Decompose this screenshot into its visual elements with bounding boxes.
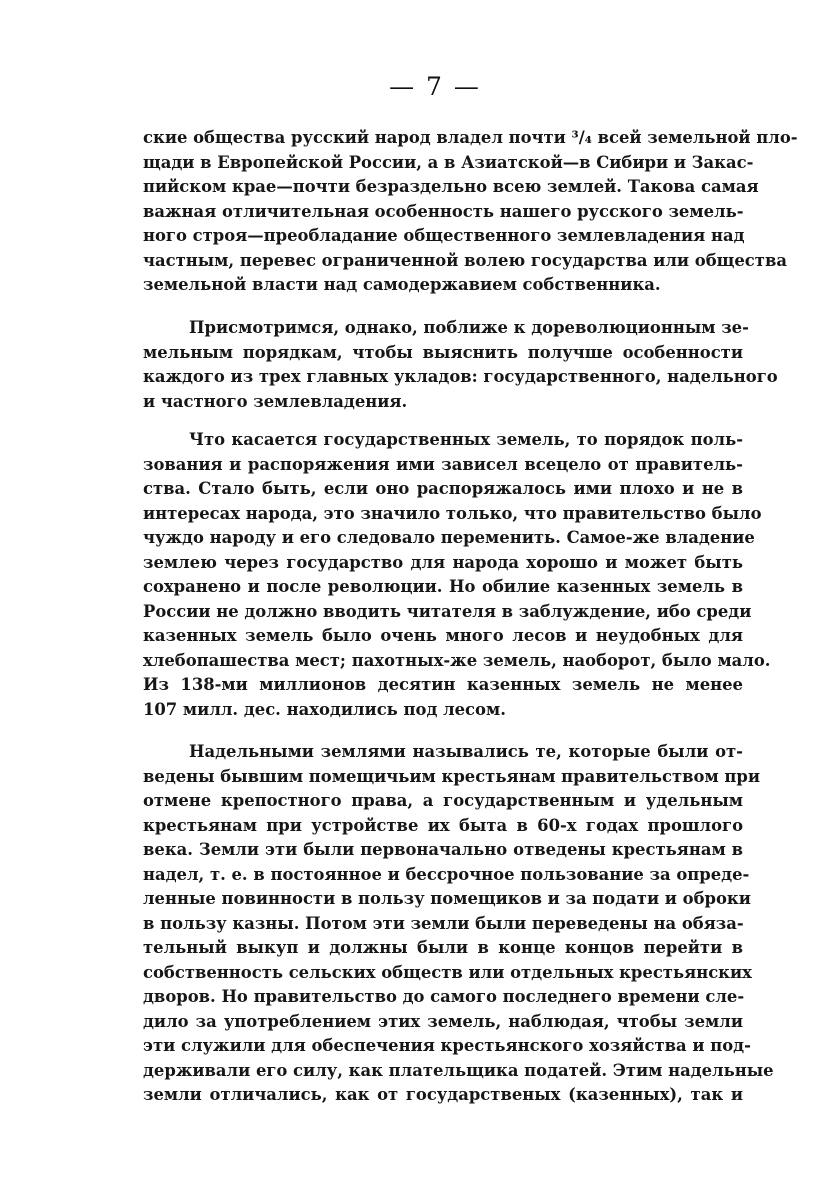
paragraph-3 — [143, 428, 771, 722]
text-line: Присмотримся, однако, поближе к дореволюционным зе- — [189, 318, 749, 337]
text-line: 107 милл. дес. находились под лесом. — [143, 699, 506, 719]
text-line: земельной власти над самодержавием собственника. — [143, 275, 661, 294]
text-line: зования и распоряжения ими зависел всецело от правитель- — [143, 454, 743, 474]
text-line: держивали его силу, как плательщика податей. Этим надельные — [143, 1060, 774, 1080]
text-line: и частного землевладения. — [143, 391, 408, 411]
text-line: ного строя—преобладание общественного землевладения над — [143, 226, 745, 245]
text-line: пийском крае—почти безраздельно всею землей. Такова самая — [143, 177, 759, 196]
text-line: интересах народа, это значило только, что правительство было — [143, 503, 762, 523]
text-line: частным, перевес ограниченной волею государства или общества — [143, 250, 787, 270]
text-line: в пользу казны. Потом эти земли были переведены на обяза- — [143, 913, 744, 933]
text-line: собственность сельских обществ или отдельных крестьянских — [143, 962, 752, 982]
paragraph-4 — [143, 740, 774, 1108]
text-line: ведены бывшим помещичьим крестьянам правительством при — [143, 766, 761, 786]
text-line: чуждо народу и его следовало переменить. Самое-же владение — [143, 528, 755, 547]
text-line: земли отличались, как от государственых (казенных), так и — [143, 1085, 743, 1104]
text-line: сохранено и после революции. Но обилие казенных земель в — [143, 577, 743, 596]
page-number: — 7 — — [389, 72, 481, 101]
text-line: Из 138-ми миллионов десятин казенных земель не менее — [143, 675, 743, 694]
text-line: России не должно вводить читателя в заблуждение, ибо среди — [143, 601, 752, 621]
text-line: века. Земли эти были первоначально отведены крестьянам в — [143, 840, 743, 859]
text-line: хлебопашества мест; пахотных-же земель, наоборот, было мало. — [143, 650, 771, 670]
text-line: дило за употреблением этих земель, наблюдая, чтобы земли — [143, 1011, 743, 1031]
paragraph-1 — [143, 126, 798, 298]
text-line: отмене крепостного права, а государственным и удельным — [143, 791, 743, 810]
text-line: Надельными землями назывались те, которые были от- — [189, 742, 743, 761]
text-line: каждого из трех главных укладов: государственного, надельного — [143, 367, 778, 386]
paragraph-2 — [143, 316, 778, 414]
text-line: важная отличительная особенность нашего русского земель- — [143, 201, 744, 221]
text-line: тельный выкуп и должны были в конце концов перейти в — [143, 938, 743, 957]
text-line: Что касается государственных земель, то порядок поль- — [189, 430, 743, 449]
text-line: землею через государство для народа хорошо и может быть — [143, 552, 743, 572]
text-line: мельным порядкам, чтобы выяснить получше особенности — [143, 342, 743, 362]
text-line: надел, т. е. в постоянное и бессрочное пользование за опреде- — [143, 864, 750, 884]
text-line: ленные повинности в пользу помещиков и за подати и оброки — [143, 889, 751, 908]
text-line: щади в Европейской России, а в Азиатской—в Сибири и Закас- — [143, 152, 754, 172]
text-line: казенных земель было очень много лесов и неудобных для — [143, 626, 743, 645]
text-line: крестьянам при устройстве их быта в 60-х годах прошлого — [143, 815, 743, 835]
text-line: ские общества русский народ владел почти ³/₄ всей земельной пло- — [143, 128, 798, 147]
text-line: ства. Стало быть, если оно распоряжалось ими плохо и не в — [143, 479, 743, 498]
text-line: дворов. Но правительство до самого последнего времени сле- — [143, 987, 745, 1006]
text-line: эти служили для обеспечения крестьянского хозяйства и под- — [143, 1036, 751, 1055]
